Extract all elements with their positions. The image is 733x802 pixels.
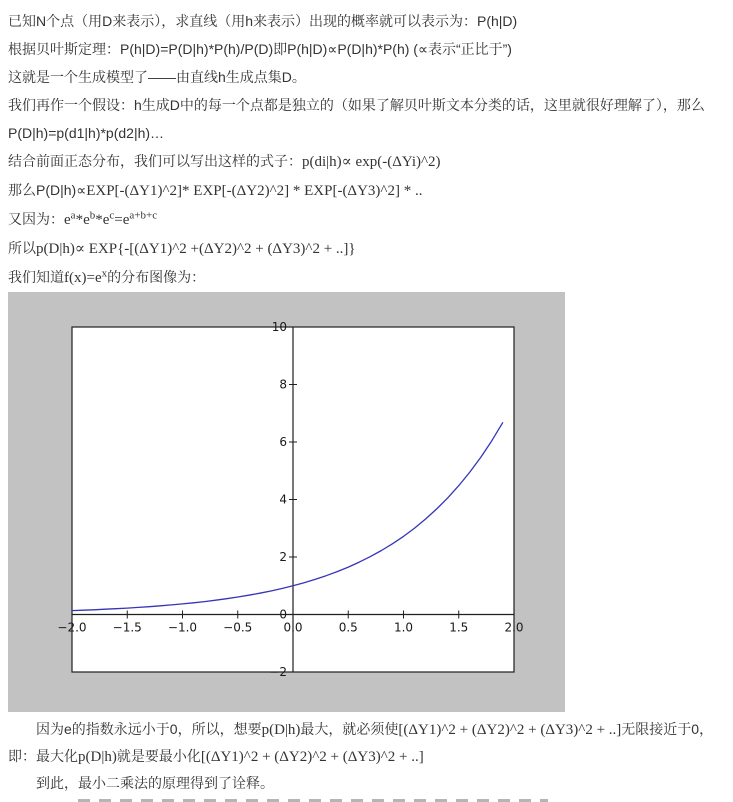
y-tick-label: 4 <box>279 492 287 507</box>
bottom-paragraph-3 <box>8 770 733 796</box>
text-segment: a <box>70 209 76 222</box>
figure-image <box>8 292 565 712</box>
text-segment: 我们知道 <box>8 269 64 285</box>
text-segment: 根据贝叶斯定理：P(h|D)=P(D|h)*P(h)/P(D)即P(h|D)∝P(D|h)*P(h) (∝表示“正比于”) <box>8 41 512 57</box>
conclusion-section <box>8 712 733 802</box>
text-segment: 又因为： <box>8 211 64 227</box>
text-segment: 的分布图像为： <box>107 269 206 285</box>
text-segment: 即：最大化 <box>8 748 78 764</box>
text-segment: f(x)=e <box>64 270 102 286</box>
paragraph-6 <box>8 176 733 205</box>
x-tick-label: −2.0 <box>57 620 87 635</box>
x-tick-label: 2.0 <box>504 620 524 635</box>
text-segment: e <box>64 212 71 228</box>
text-segment: 到此，最小二乘法的原理得到了诠释。 <box>36 775 274 791</box>
y-tick-label: 2 <box>279 550 287 564</box>
text-segment: p(D|h) <box>78 749 117 765</box>
text-segment: =e <box>114 212 130 228</box>
x-tick-label: 0.5 <box>338 620 358 635</box>
x-tick-label: −1.0 <box>167 620 198 635</box>
paragraph-1 <box>8 7 733 35</box>
x-tick-label: −1.5 <box>112 620 142 635</box>
y-tick-label: 8 <box>279 377 287 392</box>
paragraph-5 <box>8 147 733 176</box>
text-segment: 已知N个点（用D来表示），求直线（用h来表示）出现的概率就可以表示为：P(h|D) <box>8 13 518 29</box>
x-tick-label: 0.0 <box>283 620 303 635</box>
paragraph-8 <box>8 234 733 263</box>
text-segment: 因为e的指数永远小于0，所以，想要 <box>36 721 262 737</box>
text-segment: p(di|h)∝ exp(-(ΔYi)^2) <box>302 154 441 170</box>
y-tick-label: 0 <box>279 607 287 622</box>
text-segment: 无限接近于0， <box>621 721 714 737</box>
paragraph-4 <box>8 91 733 147</box>
paragraph-3 <box>8 63 733 91</box>
text-segment: 我们再作一个假设：h生成D中的每一个点都是独立的（如果了解贝叶斯文本分类的话，这里就很好理解了），那么P(D|h)=p(d1|h)*p(d2|h)… <box>8 97 705 141</box>
text-segment: 最大，就必须使 <box>300 721 399 737</box>
text-segment: 结合前面正态分布，我们可以写出这样的式子： <box>8 153 302 169</box>
text-segment: [(ΔY1)^2 + (ΔY2)^2 + (ΔY3)^2 + ..] <box>398 722 622 738</box>
x-tick-label: 1.0 <box>393 620 414 635</box>
y-tick-label: 10 <box>271 320 287 334</box>
y-tick-label: −2 <box>269 665 287 679</box>
paragraph-2 <box>8 35 733 63</box>
x-tick-label: 1.5 <box>449 620 469 635</box>
text-segment: c <box>109 209 115 222</box>
text-segment: 这就是一个生成模型了——由直线h生成点集D。 <box>8 69 306 85</box>
bottom-paragraph-1 <box>8 716 733 743</box>
text-segment: p(D|h) <box>261 722 301 738</box>
text-segment: *e <box>75 212 90 228</box>
text-segment: 就是要最小化 <box>116 748 201 764</box>
paragraph-9 <box>8 263 733 292</box>
text-segment: EXP[-(ΔY1)^2]* EXP[-(ΔY2)^2] * EXP[-(ΔY3)^2] * .. <box>86 183 423 199</box>
paragraph-7 <box>8 205 733 234</box>
text-segment: 那么P(D|h)∝ <box>8 182 87 198</box>
bottom-paragraph-2 <box>8 743 733 770</box>
text-segment: *e <box>95 212 110 228</box>
text-segment: 所以 <box>8 240 36 256</box>
x-tick-label: −0.5 <box>223 620 253 635</box>
text-segment: a+b+c <box>129 209 158 222</box>
text-segment: [(ΔY1)^2 + (ΔY2)^2 + (ΔY3)^2 + ..] <box>200 749 424 765</box>
y-tick-label: 6 <box>279 435 287 449</box>
text-segment: p(D|h)∝ EXP{-[(ΔY1)^2 +(ΔY2)^2 + (ΔY3)^2 + ..]} <box>36 241 356 257</box>
text-segment: x <box>101 267 108 280</box>
exp-curve-chart <box>8 292 565 712</box>
text-segment: b <box>89 209 96 222</box>
